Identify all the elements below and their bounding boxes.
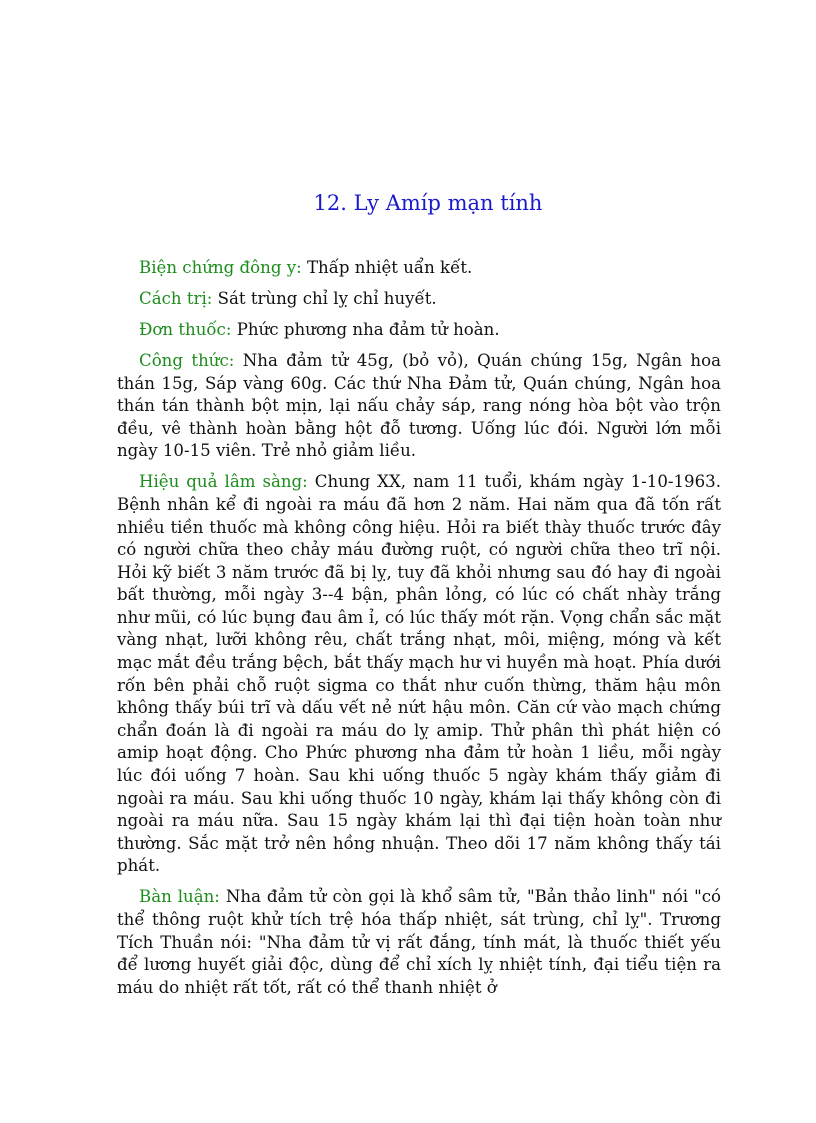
- document-body: [117, 257, 721, 1008]
- text-don-thuoc: Phức phương nha đảm tử hoàn.: [231, 319, 500, 339]
- paragraph-hieu-qua: [117, 471, 721, 878]
- paragraph-cong-thuc: [117, 350, 721, 463]
- label-hieu-qua: Hiệu quả lâm sàng:: [139, 472, 308, 492]
- section-title: 12. Ly Amíp mạn tính: [313, 191, 543, 215]
- label-ban-luan: Bàn luận:: [139, 887, 220, 907]
- label-don-thuoc: Đơn thuốc:: [139, 319, 232, 339]
- paragraph-ban-luan: [117, 886, 721, 999]
- text-bien-chung: Thấp nhiệt uẩn kết.: [301, 258, 473, 277]
- label-bien-chung: Biện chứng đông y:: [139, 258, 302, 277]
- paragraph-cach-tri: [117, 288, 721, 311]
- paragraph-don-thuoc: [117, 319, 721, 342]
- label-cong-thuc: Công thức:: [139, 350, 235, 370]
- text-cach-tri: Sát trùng chỉ lỵ chỉ huyết.: [212, 288, 437, 308]
- label-cach-tri: Cách trị:: [139, 288, 213, 308]
- text-cong-thuc: Nha đảm tử 45g, (bỏ vỏ), Quán chúng 15g, Ngân hoa thán 15g, Sáp vàng 60g. Các thứ Nha Đảm tử, Quán chúng, Ngân hoa thán tán thành bột mịn, lại nấu chảy sáp, rang nóng hòa bột vào trộn đều, vê thành hoàn bằng hột đỗ tương. Uống lúc đói. Người lớn mỗi ngày 10-15 viên. Trẻ nhỏ giảm liều.: [117, 350, 721, 461]
- text-hieu-qua: Chung XX, nam 11 tuổi, khám ngày 1-10-1963. Bệnh nhân kể đi ngoài ra máu đã hơn 2 năm. Hai năm qua đã tốn rất nhiều tiền thuốc mà không công hiệu. Hỏi ra biết thày thuốc trước đây có người chữa theo chảy máu đường ruột, có người chữa theo trĩ nội. Hỏi kỹ biết 3 năm trước đã bị lỵ, tuy đã khỏi nhưng sau đó hay đi ngoài bất thường, mỗi ngày 3--4 bận, phân lỏng, có lúc có chất nhày trắng như mũi, có lúc bụng đau âm ỉ, có lúc thấy mót rặn. Vọng chẩn sắc mặt vàng nhạt, lưỡi không rêu, chất trắng nhạt, môi, miệng, móng và kết mạc mắt đều trắng bệch, bắt thấy mạch hư vi huyền mà hoạt. Phía dưới rốn bên phải chỗ ruột sigma co thắt như cuốn thừng, thăm hậu môn không thấy búi trĩ và dấu vết nẻ nứt hậu môn. Căn cứ vào mạch chứng chẩn đoán là đi ngoài ra máu do lỵ amip. Thử phân thì phát hiện có amip hoạt động. Cho Phức phương nha đảm tử hoàn 1 liều, mỗi ngày lúc đói uống 7 hoàn. Sau khi uống thuốc 5 ngày khám thấy giảm đi ngoài ra máu. Sau khi uống thuốc 10 ngày, khám lại thấy không còn đi ngoài ra máu nữa. Sau 15 ngày khám lại thì đại tiện hoàn toàn như thường. Sắc mặt trở nên hồng nhuận. Theo dõi 17 năm không thấy tái phát.: [117, 472, 721, 876]
- paragraph-bien-chung: [117, 257, 721, 280]
- text-ban-luan: Nha đảm tử còn gọi là khổ sâm tử, "Bản thảo linh" nói "có thể thông ruột khử tích trệ hóa thấp nhiệt, sát trùng, chỉ lỵ". Trương Tích Thuần nói: "Nha đảm tử vị rất đắng, tính mát, là thuốc thiết yếu để lương huyết giải độc, dùng để chỉ xích lỵ nhiệt tính, đại tiểu tiện ra máu do nhiệt rất tốt, rất có thể thanh nhiệt ở: [117, 887, 721, 997]
